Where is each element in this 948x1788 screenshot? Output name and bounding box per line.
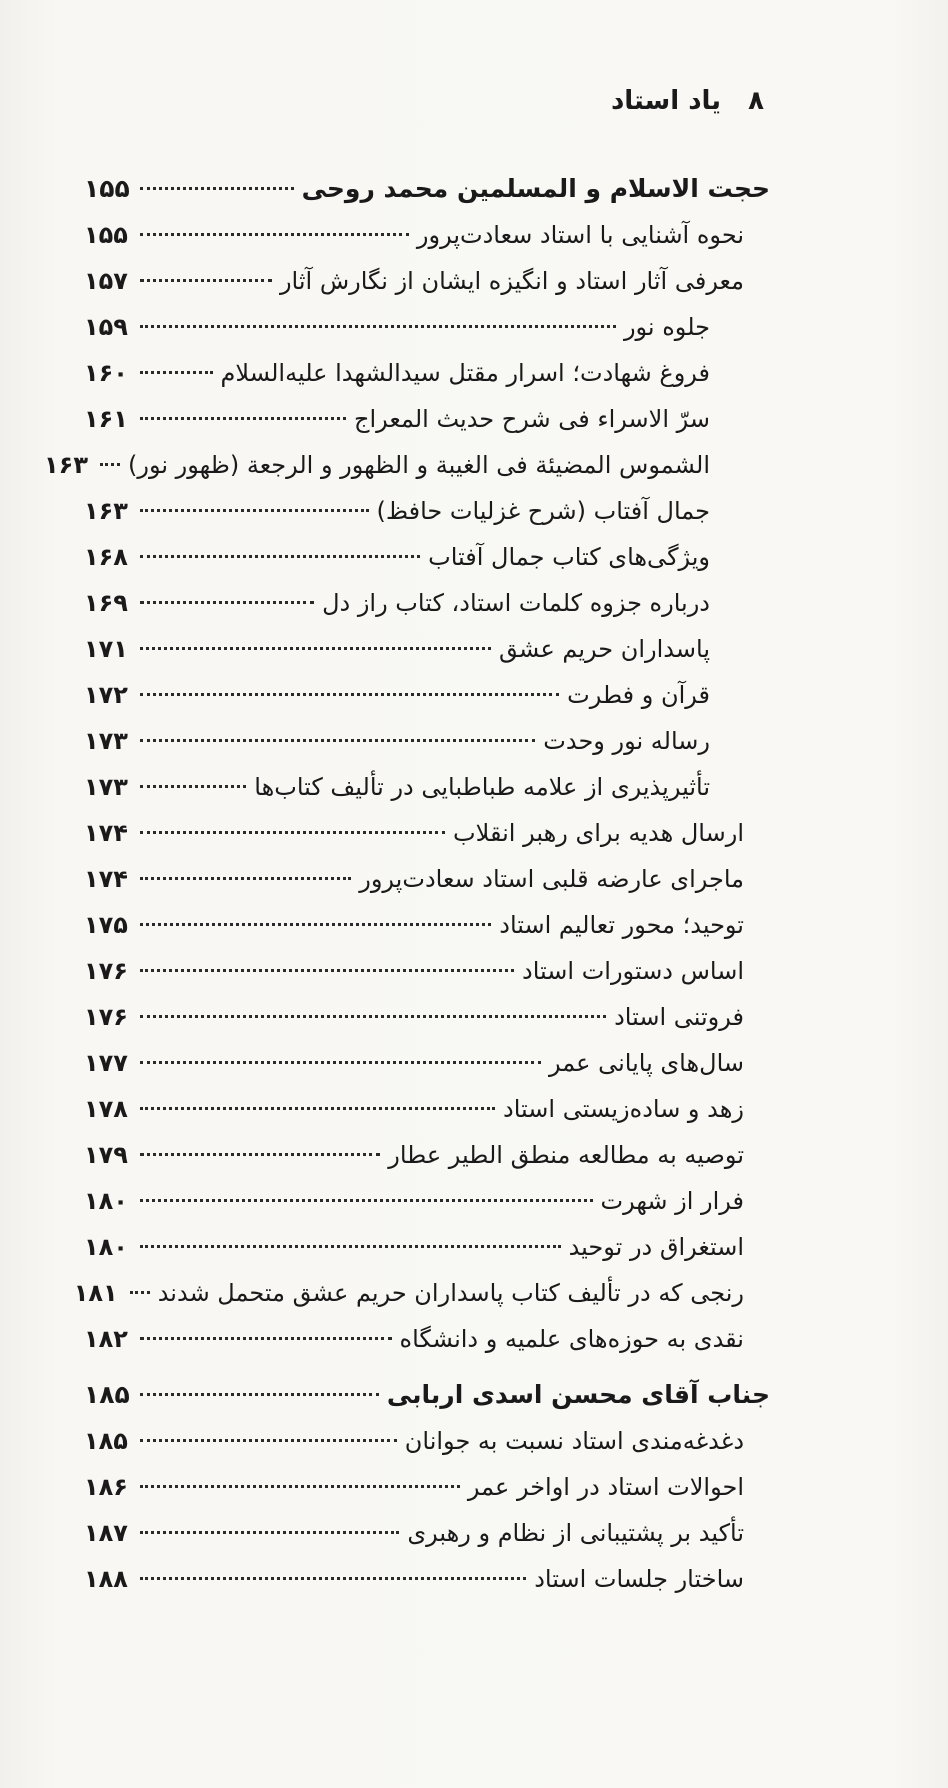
toc-entry-page-number: ۱۵۵: [84, 221, 128, 249]
toc-entry-page-number: ۱۸۵: [84, 1427, 128, 1455]
dot-leader: [140, 1439, 397, 1442]
toc-entry-page-number: ۱۷۳: [84, 727, 128, 755]
dot-leader: [140, 785, 246, 788]
toc-entry-page-number: ۱۵۵: [84, 174, 130, 203]
toc-entry: [84, 1224, 770, 1270]
dot-leader: [140, 1393, 379, 1396]
toc-entry: [84, 1132, 770, 1178]
toc-entry-title: رساله نور وحدت: [543, 727, 710, 755]
toc-entry-title: تأثیرپذیری از علامه طباطبایی در تألیف کتاب‌ها: [254, 773, 710, 801]
toc-entry-page-number: ۱۷۵: [84, 911, 128, 939]
toc-section-heading: [84, 1372, 770, 1418]
book-title: یاد استاد: [610, 86, 722, 116]
toc-entry-page-number: ۱۶۱: [84, 405, 128, 433]
dot-leader: [140, 279, 272, 282]
dot-leader: [140, 1531, 399, 1534]
toc-entry-title: جناب آقای محسن اسدی اربابی: [386, 1380, 770, 1409]
toc-entry-title: فرار از شهرت: [600, 1187, 744, 1215]
dot-leader: [140, 1245, 561, 1248]
dot-leader: [140, 1485, 460, 1488]
table-of-contents: [44, 166, 770, 1602]
toc-entry: [84, 350, 770, 396]
toc-entry-title: معرفی آثار استاد و انگیزه ایشان از نگارش آثار: [279, 267, 744, 295]
dot-leader: [140, 417, 346, 420]
dot-leader: [140, 877, 351, 880]
toc-entry-page-number: ۱۷۶: [84, 1003, 128, 1031]
dot-leader: [140, 739, 535, 742]
toc-entry-title: سال‌های پایانی عمر: [549, 1049, 744, 1077]
dot-leader: [140, 647, 491, 650]
dot-leader: [140, 831, 445, 834]
toc-entry: [84, 672, 770, 718]
toc-entry-title: سرّ الاسراء فی شرح حدیث المعراج: [354, 405, 710, 433]
toc-entry: [84, 764, 770, 810]
toc-entry-page-number: ۱۸۱: [73, 1279, 118, 1307]
dot-leader: [140, 371, 213, 374]
toc-entry-title: ساختار جلسات استاد: [534, 1565, 744, 1593]
toc-entry-page-number: ۱۷۹: [84, 1141, 128, 1169]
toc-entry-title: حجت الاسلام و المسلمین محمد روحی: [301, 174, 770, 203]
toc-entry-title: پاسداران حریم عشق: [499, 635, 710, 663]
dot-leader: [130, 1291, 150, 1294]
toc-entry: [84, 902, 770, 948]
dot-leader: [140, 187, 294, 190]
toc-entry-title: جمال آفتاب (شرح غزلیات حافظ): [376, 497, 710, 525]
toc-entry-title: قرآن و فطرت: [567, 681, 710, 709]
toc-entry: [84, 1556, 770, 1602]
toc-entry-title: توصیه به مطالعه منطق الطیر عطار: [388, 1141, 744, 1169]
toc-entry: [84, 718, 770, 764]
toc-entry-page-number: ۱۸۵: [84, 1380, 130, 1409]
toc-entry-title: رنجی که در تألیف کتاب پاسداران حریم عشق متحمل شدند: [157, 1279, 744, 1307]
toc-entry-page-number: ۱۷۷: [84, 1049, 128, 1077]
toc-entry-title: فروغ شهادت؛ اسرار مقتل سیدالشهدا علیه‌السلام: [220, 359, 710, 387]
toc-section-heading: [84, 166, 770, 212]
toc-entry: [84, 534, 770, 580]
toc-entry: [44, 442, 770, 488]
toc-entry: [84, 1464, 770, 1510]
toc-entry-title: ویژگی‌های کتاب جمال آفتاب: [428, 543, 710, 571]
toc-entry: [84, 856, 770, 902]
toc-entry-page-number: ۱۶۸: [84, 543, 128, 571]
toc-entry-page-number: ۱۸۲: [84, 1325, 128, 1353]
toc-entry-page-number: ۱۸۷: [84, 1519, 128, 1547]
toc-entry-title: استغراق در توحید: [568, 1233, 744, 1261]
dot-leader: [140, 1577, 526, 1580]
toc-entry-page-number: ۱۷۴: [84, 865, 128, 893]
toc-entry-title: الشموس المضیئة فی الغیبة و الظهور و الرجعة (ظهور نور): [128, 451, 710, 479]
toc-entry-title: اساس دستورات استاد: [522, 957, 744, 985]
toc-entry-title: جلوه نور: [623, 313, 710, 341]
toc-entry: [84, 1086, 770, 1132]
toc-entry: [84, 626, 770, 672]
dot-leader: [140, 509, 369, 512]
dot-leader: [100, 463, 120, 466]
toc-entry: [84, 1178, 770, 1224]
toc-entry-page-number: ۱۶۳: [44, 451, 88, 479]
dot-leader: [140, 1015, 606, 1018]
toc-entry-title: نقدی به حوزه‌های علمیه و دانشگاه: [399, 1325, 744, 1353]
toc-entry: [84, 488, 770, 534]
toc-entry-page-number: ۱۶۰: [84, 359, 128, 387]
toc-entry: [84, 1316, 770, 1362]
dot-leader: [140, 1061, 541, 1064]
toc-entry-page-number: ۱۷۲: [84, 681, 128, 709]
toc-entry-title: ارسال هدیه برای رهبر انقلاب: [453, 819, 744, 847]
toc-entry-title: تأکید بر پشتیبانی از نظام و رهبری: [407, 1519, 744, 1547]
dot-leader: [140, 1107, 495, 1110]
toc-entry-page-number: ۱۶۳: [84, 497, 128, 525]
toc-entry-page-number: ۱۶۹: [84, 589, 128, 617]
toc-entry: [84, 304, 770, 350]
toc-entry: [84, 212, 770, 258]
toc-entry-title: توحید؛ محور تعالیم استاد: [499, 911, 744, 939]
toc-entry-page-number: ۱۸۰: [84, 1187, 128, 1215]
toc-entry-page-number: ۱۷۸: [84, 1095, 128, 1123]
toc-entry-title: زهد و ساده‌زیستی استاد: [503, 1095, 744, 1123]
dot-leader: [140, 601, 314, 604]
toc-entry: [84, 1510, 770, 1556]
dot-leader: [140, 969, 514, 972]
toc-entry: [84, 810, 770, 856]
toc-entry: [84, 1418, 770, 1464]
toc-entry: [84, 948, 770, 994]
dot-leader: [140, 693, 559, 696]
toc-entry-title: ماجرای عارضه قلبی استاد سعادت‌پرور: [359, 865, 744, 893]
toc-entry: [84, 396, 770, 442]
toc-entry: [84, 258, 770, 304]
dot-leader: [140, 1337, 392, 1340]
toc-entry-page-number: ۱۷۶: [84, 957, 128, 985]
toc-entry-title: نحوه آشنایی با استاد سعادت‌پرور: [416, 221, 744, 249]
toc-entry-page-number: ۱۵۷: [84, 267, 128, 295]
page-number: ۸: [748, 86, 764, 116]
toc-entry-page-number: ۱۵۹: [84, 313, 128, 341]
toc-entry-page-number: ۱۸۶: [84, 1473, 128, 1501]
toc-entry-page-number: ۱۷۴: [84, 819, 128, 847]
running-header: [611, 86, 764, 116]
toc-entry-title: درباره جزوه کلمات استاد، کتاب راز دل: [322, 589, 710, 617]
dot-leader: [140, 1153, 380, 1156]
toc-entry-page-number: ۱۸۰: [84, 1233, 128, 1261]
dot-leader: [140, 233, 409, 236]
toc-entry: [84, 580, 770, 626]
dot-leader: [140, 325, 616, 328]
toc-entry-title: دغدغه‌مندی استاد نسبت به جوانان: [404, 1427, 744, 1455]
dot-leader: [140, 923, 491, 926]
toc-entry-page-number: ۱۸۸: [84, 1565, 128, 1593]
toc-entry: [84, 994, 770, 1040]
toc-entry-page-number: ۱۷۳: [84, 773, 128, 801]
toc-entry: [84, 1040, 770, 1086]
toc-entry-title: احوالات استاد در اواخر عمر: [467, 1473, 744, 1501]
toc-entry-page-number: ۱۷۱: [84, 635, 128, 663]
dot-leader: [140, 1199, 593, 1202]
dot-leader: [140, 555, 420, 558]
toc-entry-title: فروتنی استاد: [614, 1003, 744, 1031]
toc-entry: [73, 1270, 770, 1316]
